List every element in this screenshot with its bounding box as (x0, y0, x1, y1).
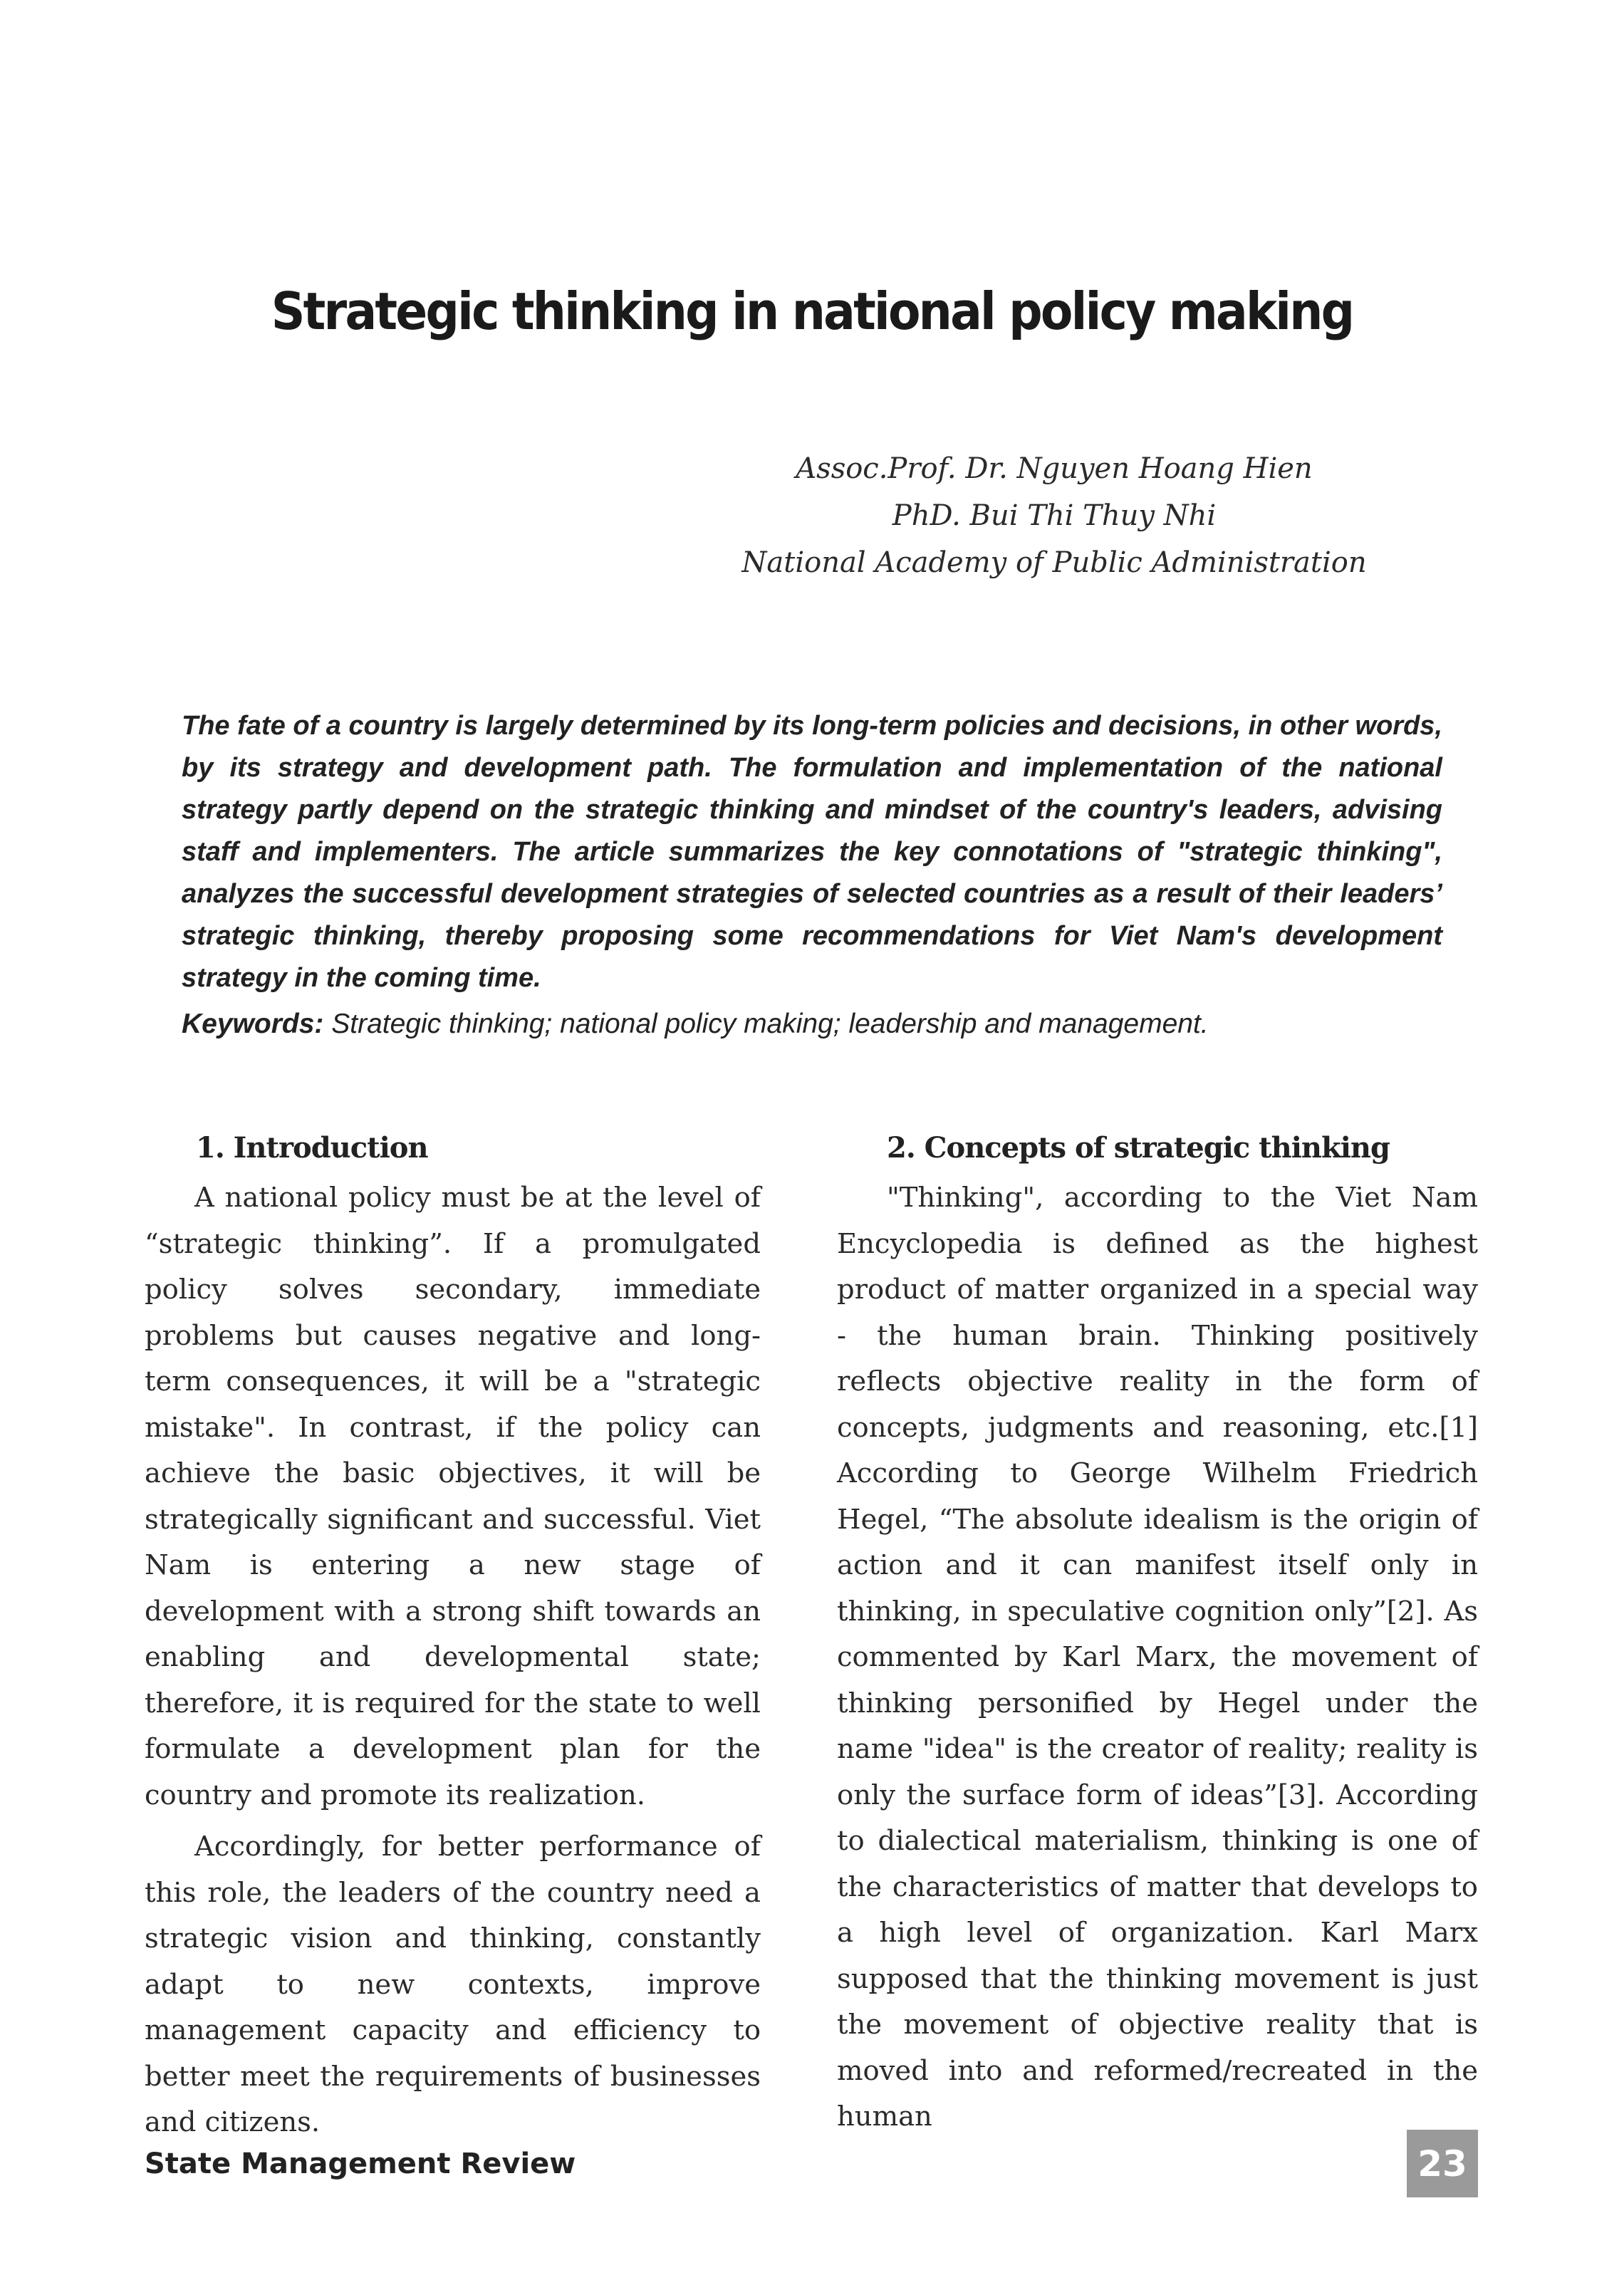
intro-paragraph-2: Accordingly, for better performance of this role, the leaders of the country need a strategic vision and thinking, constantly adapt to new contexts, improve management capacity and efficiency to better meet the requirements of businesses and citizens. (145, 1831, 761, 2138)
column-left (145, 1125, 761, 2152)
author-affiliation: National Academy of Public Administration (741, 546, 1367, 579)
concepts-paragraph-1: "Thinking", according to the Viet Nam Encyclopedia is defined as the highest product of matter organized in a special way - the human brain. Thinking positively reflects objective reality in the form of concepts, judgments and reasoning, etc.[1] According to George Wilhelm Friedrich Hegel, “The absolute idealism is the origin of action and it can manifest itself only in thinking, in speculative cognition only”[2]. As commented by Karl Marx, the movement of thinking personified by Hegel under the name "idea" is the creator of reality; reality is only the surface form of ideas”[3]. According to dialectical materialism, thinking is one of the characteristics of matter that develops to a high level of organization. Karl Marx supposed that the thinking movement is just the movement of objective reality that is moved into and reformed/recreated in the human (837, 1182, 1478, 2133)
section-heading-concepts: 2. Concepts of strategic thinking (887, 1131, 1390, 1165)
keywords-label: Keywords: (182, 1009, 324, 1039)
keywords-line (182, 1004, 1442, 1044)
abstract: The fate of a country is largely determined by its long-term policies and decisions, in other words, by its strategy and development path. The formulation and implementation of the national strategy partly depend on the strategic thinking and mindset of the country's leaders, advising staff and implementers. The article summarizes the key connotations of "strategic thinking", analyzes the successful development strategies of selected countries as a result of their leaders’ strategic thinking, thereby proposing some recommendations for Viet Nam's development strategy in the coming time. (182, 711, 1442, 993)
intro-paragraph-1: A national policy must be at the level of “strategic thinking”. If a promulgated policy solves secondary, immediate problems but causes negative and long-term consequences, it will be a "strategic mistake". In contrast, if the policy can achieve the basic objectives, it will be strategically significant and successful. Viet Nam is entering a new stage of development with a strong shift towards an enabling and developmental state; therefore, it is required for the state to well formulate a development plan for the country and promote its realization. (145, 1182, 761, 1811)
keywords-text: Strategic thinking; national policy making; leadership and management. (331, 1009, 1209, 1039)
journal-name: State Management Review (145, 2148, 576, 2180)
section-heading-introduction: 1. Introduction (196, 1131, 428, 1165)
page-number: 23 (1407, 2130, 1478, 2197)
author-2: PhD. Bui Thi Thuy Nhi (892, 499, 1217, 532)
author-block (741, 445, 1368, 586)
column-right (837, 1125, 1478, 2146)
author-1: Assoc.Prof. Dr. Nguyen Hoang Hien (796, 452, 1313, 485)
article-title: Strategic thinking in national policy making (271, 281, 1353, 341)
